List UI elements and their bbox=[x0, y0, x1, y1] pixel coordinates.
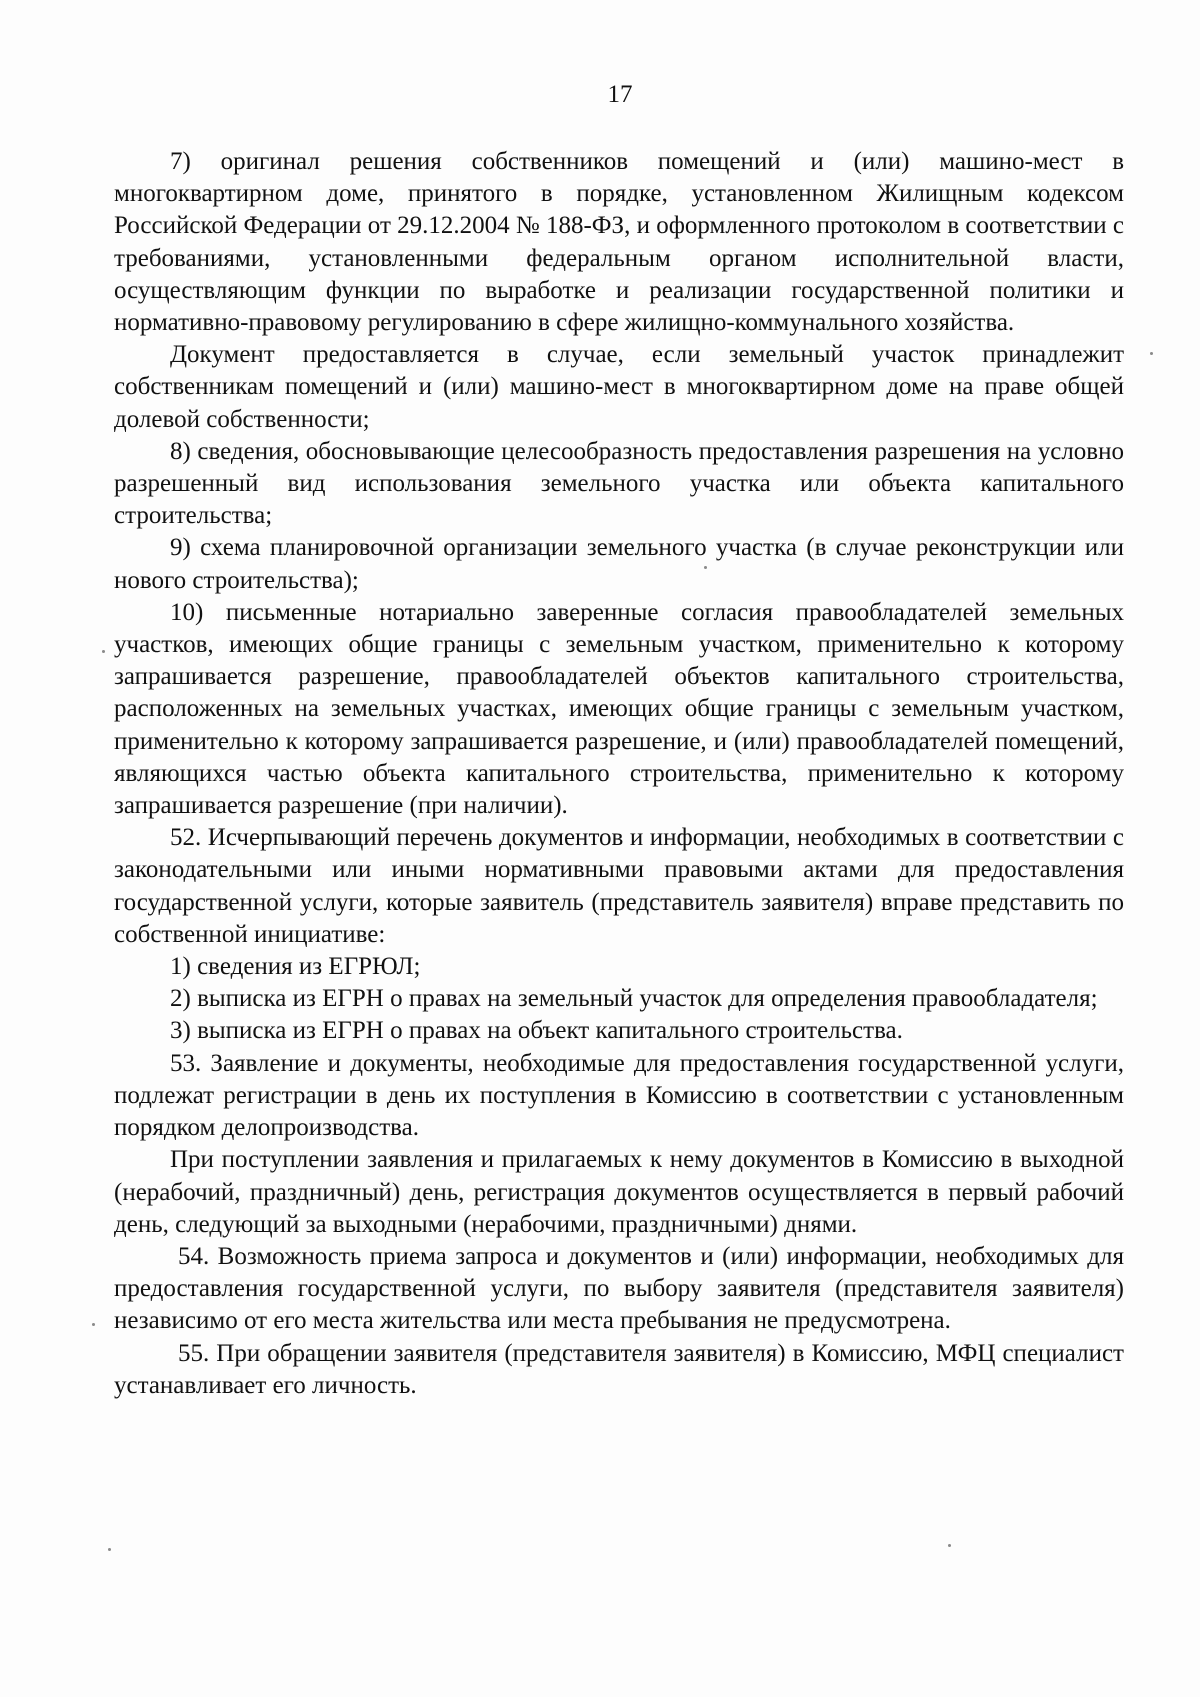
paragraph-holiday-registration: При поступлении заявления и прилагаемых к нему документов в Комиссию в выходной (нерабочий, праздничный) день, регистрация документов осуществляется в первый рабочий день, следующий за выходными (нерабочими, праздничными) днями. bbox=[114, 1146, 1124, 1238]
document-body bbox=[114, 146, 1124, 1402]
page-number: 17 bbox=[607, 81, 633, 108]
paragraph-52-item-3: 3) выписка из ЕГРН о правах на объект капитального строительства. bbox=[170, 1017, 903, 1045]
paragraph-document-condition: Документ предоставляется в случае, если земельный участок принадлежит собственникам помещений и (или) машино-мест в многоквартирном доме на праве общей долевой собственности; bbox=[114, 341, 1124, 433]
scan-speck bbox=[108, 1548, 111, 1551]
paragraph-section-55: 55. При обращении заявителя (представителя заявителя) в Комиссию, МФЦ специалист устанавливает его личность. bbox=[114, 1339, 1124, 1399]
scan-speck bbox=[1150, 352, 1153, 355]
paragraph-section-53: 53. Заявление и документы, необходимые для предоставления государственной услуги, подлежат регистрации в день их поступления в Комиссию в соответствии с установленным порядком делопроизводства. bbox=[114, 1049, 1124, 1142]
scan-speck bbox=[102, 650, 105, 653]
scan-speck bbox=[704, 566, 707, 569]
paragraph-section-54: 54. Возможность приема запроса и документов и (или) информации, необходимых для предоставления государственной услуги, по выбору заявителя (представителя заявителя) независимо от его места жительства или места пребывания не предусмотрена. bbox=[114, 1242, 1124, 1335]
paragraph-item-9: 9) схема планировочной организации земельного участка (в случае реконструкции или нового строительства); bbox=[114, 534, 1124, 594]
paragraph-52-item-2: 2) выписка из ЕГРН о правах на земельный участок для определения правообладателя; bbox=[170, 985, 1098, 1013]
paragraph-section-52: 52. Исчерпывающий перечень документов и информации, необходимых в соответствии с законодательными или иными нормативными правовыми актами для предоставления государственной услуги, которые заявитель (представитель заявителя) вправе представить по собственной инициативе: bbox=[114, 824, 1124, 948]
paragraph-item-10: 10) письменные нотариально заверенные согласия правообладателей земельных участков, имеющих общие границы с земельным участком, применительно к которому запрашивается разрешение, правообладателей объектов капитального строительства, расположенных на земельных участках, имеющих общие границы с земельным участком, применительно к которому запрашивается разрешение, и (или) правообладателей помещений, являющихся частью объекта капитального строительства, применительно к которому запрашивается разрешение (при наличии). bbox=[114, 598, 1124, 820]
scan-speck bbox=[92, 1323, 95, 1326]
scan-speck bbox=[948, 1544, 951, 1547]
paragraph-item-7: 7) оригинал решения собственников помещений и (или) машино-мест в многоквартирном доме, принятого в порядке, установленном Жилищным кодексом Российской Федерации от 29.12.2004 № 188-ФЗ, и оформленного протоколом в соответствии с требованиями, установленными федеральным органом исполнительной власти, осуществляющим функции по выработке и реализации государственной политики и нормативно-правовому регулированию в сфере жилищно-коммунального хозяйства. bbox=[114, 148, 1124, 337]
paragraph-item-8: 8) сведения, обосновывающие целесообразность предоставления разрешения на условно разрешенный вид использования земельного участка или объекта капитального строительства; bbox=[114, 437, 1124, 530]
paragraph-52-item-1: 1) сведения из ЕГРЮЛ; bbox=[170, 953, 421, 981]
